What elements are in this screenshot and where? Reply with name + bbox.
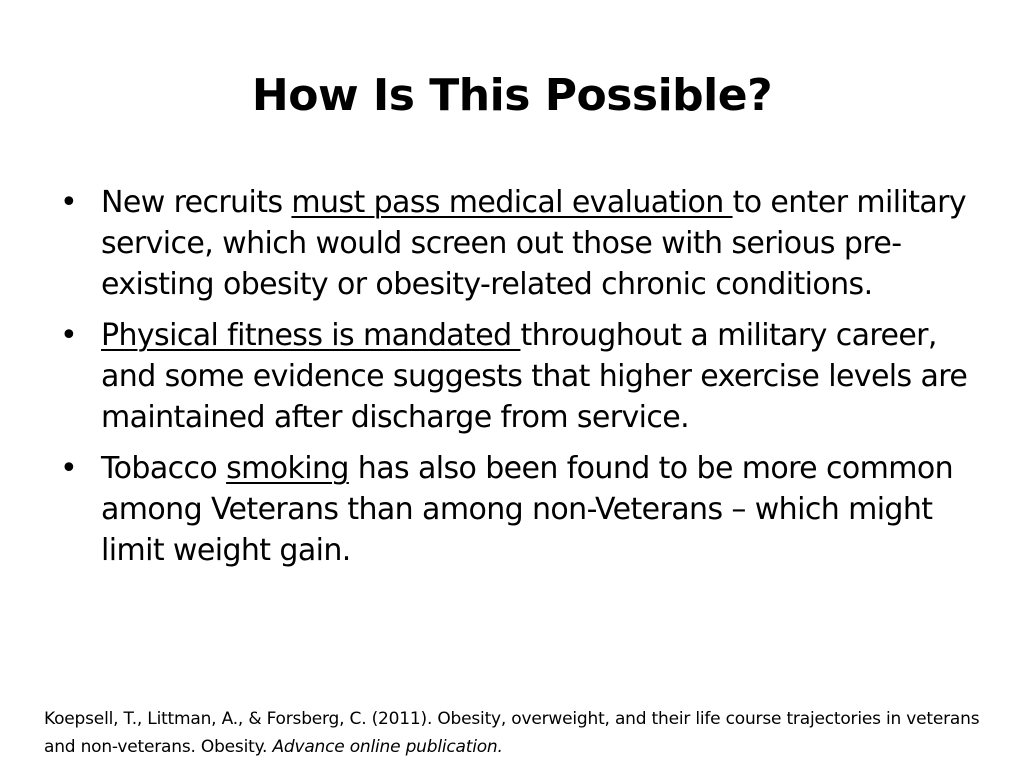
- bullet-text-underlined: smoking: [226, 451, 349, 486]
- citation-text: Koepsell, T., Littman, A., & Forsberg, C. (2011). Obesity, overweight, and their life course trajectories in veterans and non-veterans. Obesity.: [44, 709, 980, 757]
- citation-italic: Advance online publication.: [272, 737, 503, 757]
- bullet-item-tobacco-smoking: [56, 448, 976, 571]
- bullet-text-underlined: must pass medical evaluation: [291, 185, 733, 220]
- bullet-text-underlined: Physical fitness is mandated: [101, 318, 521, 353]
- bullet-marker: •: [60, 185, 78, 220]
- citation: [44, 705, 994, 761]
- bullet-item-physical-fitness: [56, 315, 976, 438]
- bullet-marker: •: [60, 318, 78, 353]
- bullet-text-post: to enter military service, which would screen out those with serious pre-existing obesity or obesity-related chronic conditions.: [101, 185, 967, 302]
- bullet-text-pre: New recruits: [101, 185, 292, 220]
- bullet-text-post: has also been found to be more common among Veterans than among non-Veterans – which might limit weight gain.: [101, 451, 954, 568]
- bullet-list: [56, 182, 976, 581]
- bullet-marker: •: [60, 451, 78, 486]
- slide-title: How Is This Possible?: [251, 70, 773, 121]
- bullet-text-post: throughout a military career, and some evidence suggests that higher exercise levels are maintained after discharge from service.: [101, 318, 968, 435]
- bullet-text-pre: Tobacco: [101, 451, 227, 486]
- bullet-item-medical-evaluation: [56, 182, 976, 305]
